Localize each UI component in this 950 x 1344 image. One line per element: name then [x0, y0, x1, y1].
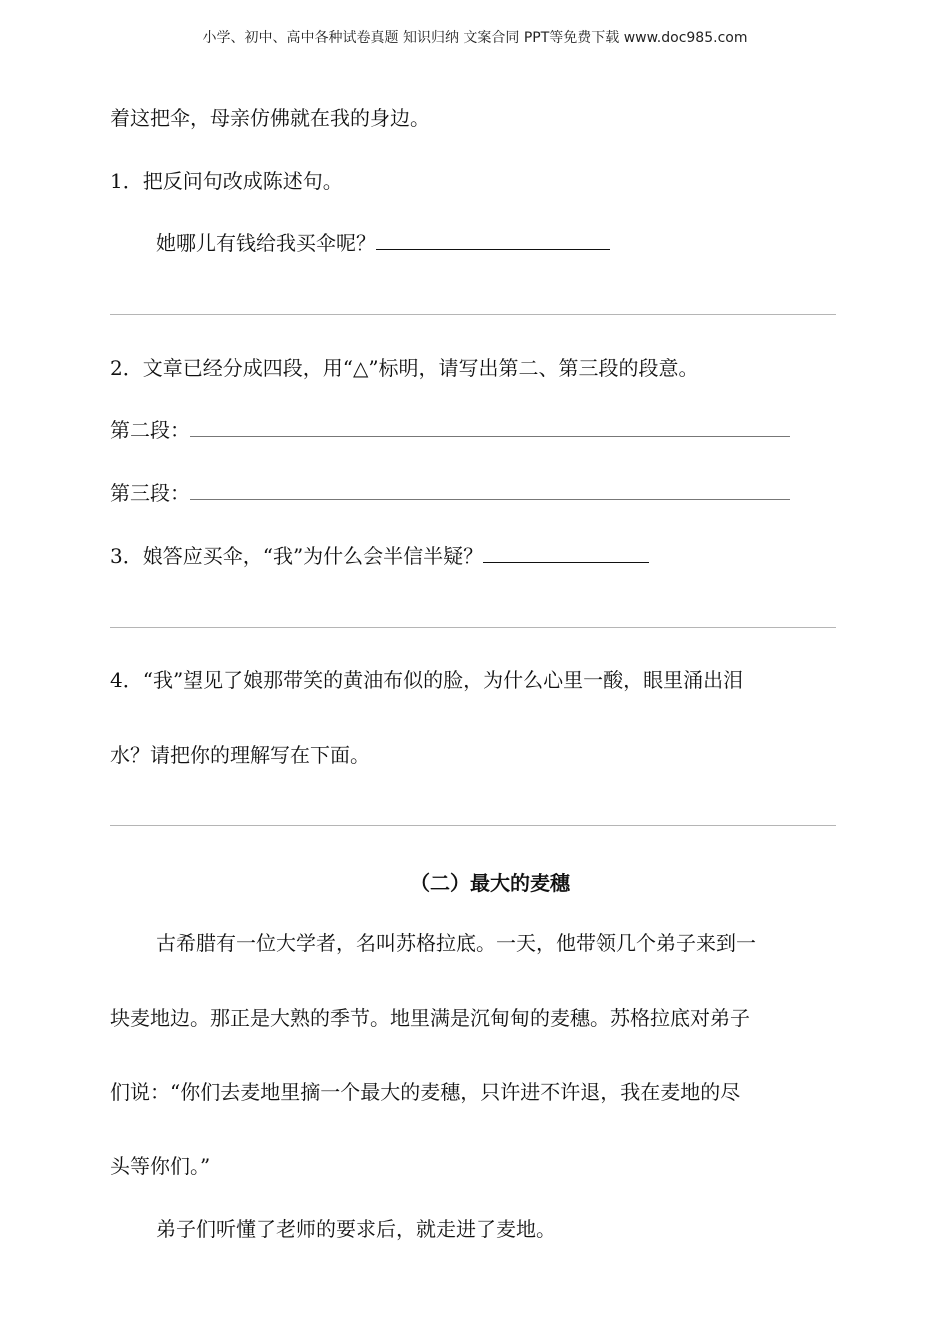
question-1-answer-line[interactable]: [110, 314, 836, 315]
question-4-prompt-line-1: 4．“我”望见了娘那带笑的黄油布似的脸，为什么心里一酸，眼里涌出泪: [110, 668, 744, 692]
section-two-title: （二）最大的麦穗: [410, 871, 570, 895]
question-3-prompt: 3．娘答应买伞，“我”为什么会半信半疑？: [110, 544, 484, 568]
question-2-prompt: 2．文章已经分成四段，用“△”标明，请写出第二、第三段的段意。: [110, 356, 699, 380]
question-2-para2-row: [110, 416, 790, 444]
question-3-answer-blank[interactable]: [483, 542, 649, 563]
section-two-line-1: 古希腊有一位大学者，名叫苏格拉底。一天，他带领几个弟子来到一: [156, 931, 756, 955]
question-1-sentence-row: [156, 229, 610, 257]
section-two-line-4: 头等你们。”: [110, 1154, 211, 1178]
passage-end-line: 着这把伞，母亲仿佛就在我的身边。: [110, 106, 430, 130]
question-1-sentence: 她哪儿有钱给我买伞呢？: [156, 231, 376, 255]
section-two-line-3: 们说：“你们去麦地里摘一个最大的麦穗，只许进不许退，我在麦地的尽: [110, 1080, 741, 1104]
question-2-para2-label: 第二段：: [110, 418, 190, 442]
question-3-answer-line[interactable]: [110, 627, 836, 628]
question-2-para2-blank[interactable]: [190, 416, 790, 437]
question-4-prompt-line-2: 水？请把你的理解写在下面。: [110, 743, 370, 767]
question-4-answer-line[interactable]: [110, 825, 836, 826]
question-2-para3-blank[interactable]: [190, 479, 790, 500]
question-2-para3-row: [110, 479, 790, 507]
question-3-row: [110, 542, 649, 570]
question-1-prompt: 1．把反问句改成陈述句。: [110, 169, 343, 193]
question-1-answer-blank[interactable]: [376, 229, 610, 250]
question-2-para3-label: 第三段：: [110, 481, 190, 505]
section-two-line-2: 块麦地边。那正是大熟的季节。地里满是沉甸甸的麦穗。苏格拉底对弟子: [110, 1006, 750, 1030]
page-header: 小学、初中、高中各种试卷真题 知识归纳 文案合同 PPT等免费下载 www.doc985.com: [202, 30, 748, 46]
section-two-line-5: 弟子们听懂了老师的要求后，就走进了麦地。: [156, 1217, 556, 1241]
